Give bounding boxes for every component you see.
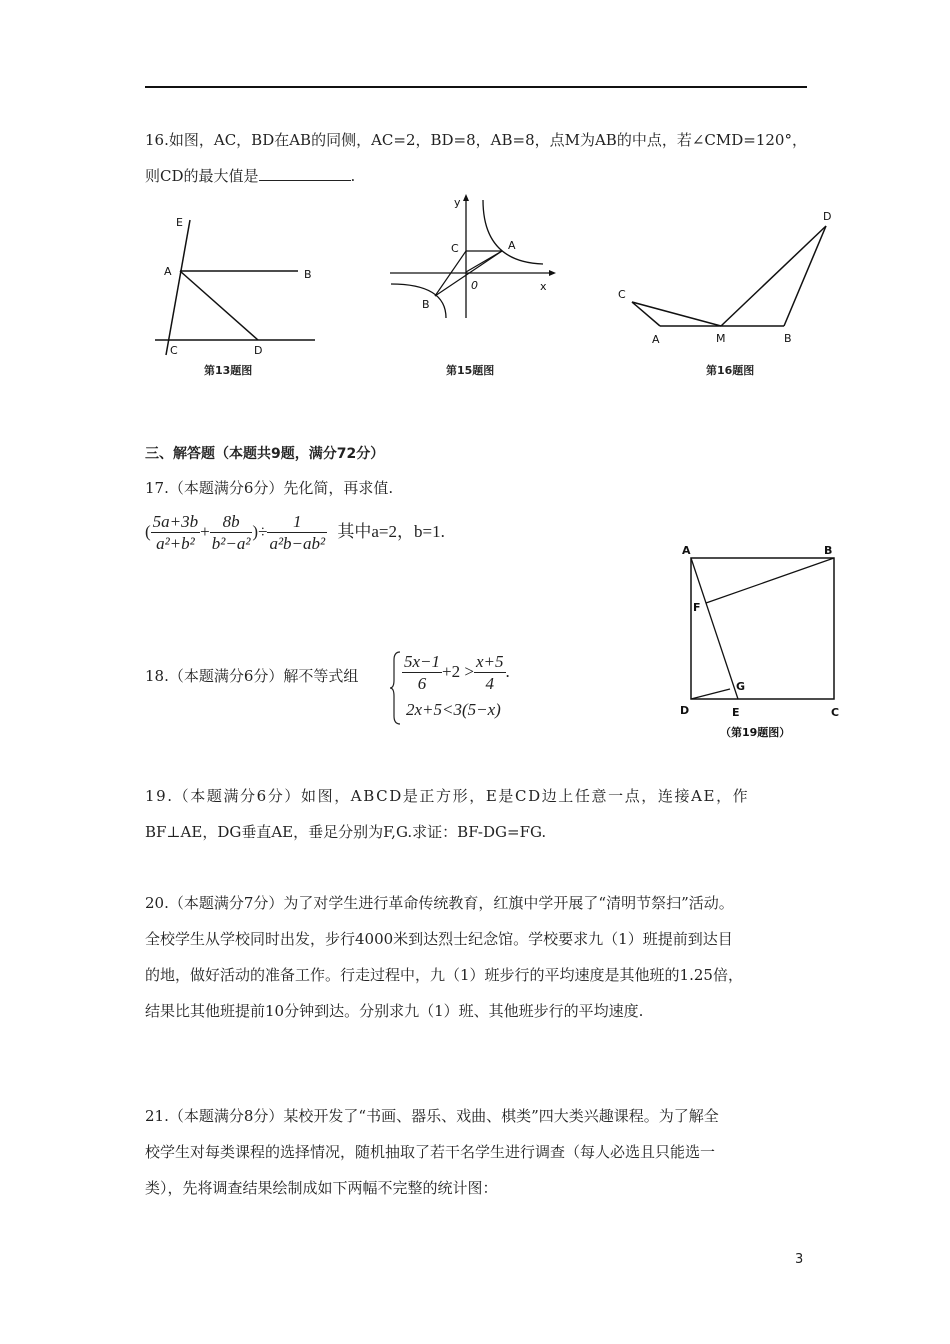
- fig19-label-G: G: [736, 680, 746, 693]
- q16-line2-suffix: .: [350, 167, 356, 185]
- header-rule: [145, 86, 807, 88]
- q17-text: 17.（本题满分6分）先化简，再求值.: [145, 479, 394, 497]
- fig15-label-x: x: [540, 280, 547, 293]
- fig15-label-B: B: [422, 298, 430, 311]
- figure-15: [388, 192, 568, 322]
- q20-line4: 结果比其他班提前10分钟到达。分别求九（1）班、其他班步行的平均速度.: [145, 1002, 644, 1020]
- q18-fraction-left: $\frac{5x-1}{6}$: [404, 651, 441, 693]
- fig15-label-C: C: [451, 242, 459, 255]
- q21-line2: 校学生对每类课程的选择情况，随机抽取了若干名学生进行调查（每人必选且只能选一: [145, 1143, 716, 1161]
- q19-line2: BF⊥AE，DG垂直AE，垂足分别为F,G.求证：BF-DG=FG.: [145, 823, 547, 841]
- fig19-caption: （第19题图）: [720, 726, 791, 739]
- fig15-label-A: A: [508, 239, 516, 252]
- figure-16: [612, 206, 842, 346]
- q16-line2: [145, 166, 355, 186]
- q19-line1: 19.（本题满分6分）如图，ABCD是正方形，E是CD边上任意一点，连接AE，作: [145, 787, 750, 805]
- fig19-label-F: F: [693, 601, 701, 614]
- fig15-caption: 第15题图: [446, 364, 495, 377]
- q20-line2: 全校学生从学校同时出发，步行4000米到达烈士纪念馆。学校要求九（1）班提前到达目: [145, 930, 733, 948]
- fig16-label-M: M: [716, 332, 726, 345]
- fig13-label-E: E: [176, 216, 183, 229]
- fig13-label-A: A: [164, 265, 172, 278]
- page-number: 3: [795, 1252, 804, 1267]
- fig19-label-D: D: [680, 704, 690, 717]
- q18-inequality-2: 2x+5<3(5−x): [406, 700, 501, 719]
- fig16-label-A: A: [652, 333, 660, 346]
- fig16-label-D: D: [823, 210, 832, 223]
- q17-condition: 其中a=2，b=1.: [337, 522, 445, 541]
- fig13-label-B: B: [304, 268, 312, 281]
- fig19-label-C: C: [831, 706, 840, 719]
- q20-line1: 20.（本题满分7分）为了对学生进行革命传统教育，红旗中学开展了“清明节祭扫”活动。: [145, 894, 734, 912]
- q17-fraction-1: $\frac{5a+3b}{\text{a²+b²}}$: [152, 511, 199, 553]
- q16-line2-prefix: 则CD的最大值是: [145, 167, 259, 185]
- q18-inequality-1: $\frac{5x-1}{6}$ +2 > $\frac{x+5}{4}$ .: [404, 651, 510, 693]
- figure-13: [150, 212, 325, 357]
- answer-blank: [259, 166, 351, 181]
- fig13-label-C: C: [170, 344, 178, 357]
- figure-19: [676, 542, 856, 747]
- fig13-caption: 第13题图: [204, 364, 253, 377]
- q17-fraction-2: $\frac{8b}{\text{b²−a²}}$: [211, 511, 251, 553]
- fig16-caption: 第16题图: [706, 364, 755, 377]
- q16-line1: 16.如图，AC，BD在AB的同侧，AC=2，BD=8，AB=8，点M为AB的中点，若∠CMD=120°，: [145, 131, 807, 149]
- fig13-label-D: D: [254, 344, 263, 357]
- section-title: 三、解答题（本题共9题，满分72分）: [145, 446, 385, 462]
- q18-fraction-right: $\frac{x+5}{4}$: [475, 651, 504, 693]
- fig19-label-B: B: [824, 544, 833, 557]
- q17-expression: ( $\frac{5a+3b}{\text{a²+b²}}$ + $\frac{8b}{\text{b²−a²}}$ )÷ $\frac{1}{\text{a²b−ab²}}$ 其中a=2，b=1.: [145, 511, 445, 553]
- q21-line1: 21.（本题满分8分）某校开发了“书画、器乐、戏曲、棋类”四大类兴趣课程。为了解全: [145, 1107, 719, 1125]
- fig19-label-E: E: [732, 706, 740, 719]
- q18-brace: [390, 650, 402, 726]
- fig15-label-O: 0: [471, 279, 478, 292]
- q21-line3: 类），先将调查结果绘制成如下两幅不完整的统计图：: [145, 1179, 498, 1197]
- fig15-label-y: y: [454, 196, 461, 209]
- fig16-label-B: B: [784, 332, 792, 345]
- q17-fraction-3: $\frac{1}{\text{a²b−ab²}}$: [269, 511, 326, 553]
- fig16-label-C: C: [618, 288, 626, 301]
- fig19-label-A: A: [682, 544, 691, 557]
- q18-text: 18.（本题满分6分）解不等式组: [145, 667, 359, 685]
- q20-line3: 的地，做好活动的准备工作。行走过程中，九（1）班步行的平均速度是其他班的1.25倍，: [145, 966, 743, 984]
